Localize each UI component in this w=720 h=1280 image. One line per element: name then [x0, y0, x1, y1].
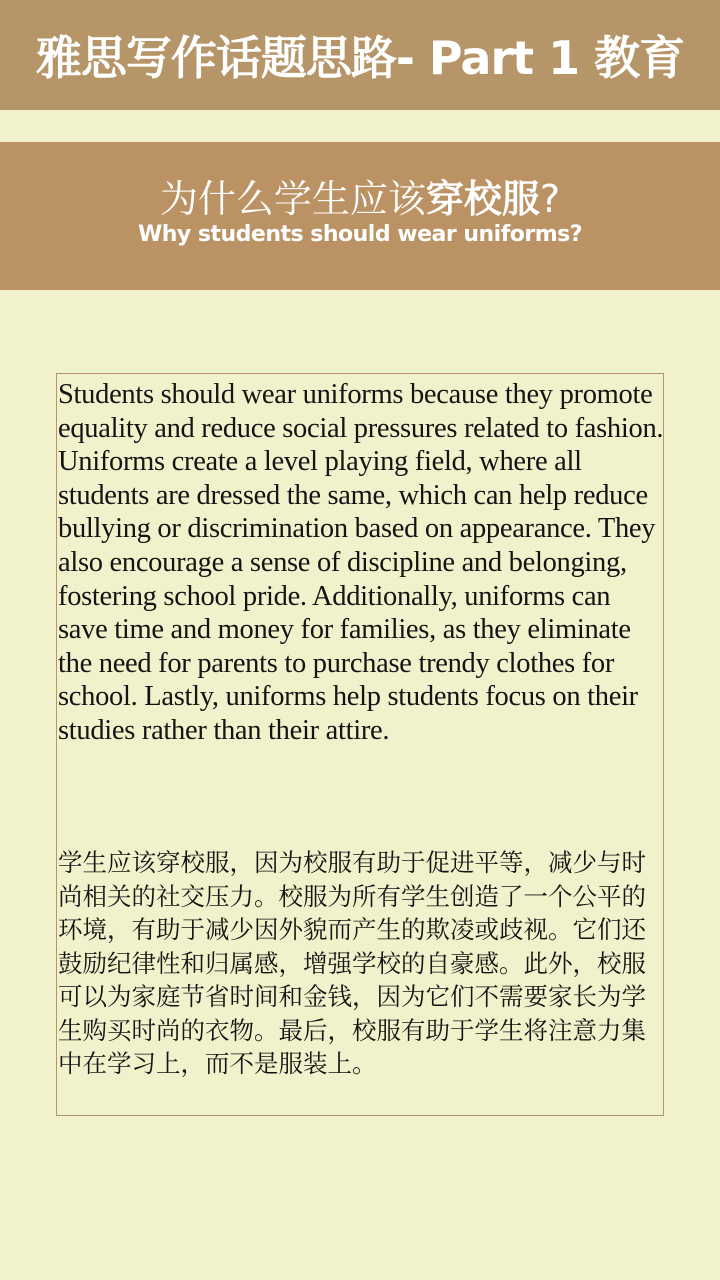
answer-chinese: 学生应该穿校服，因为校服有助于促进平等，减少与时尚相关的社交压力。校服为所有学生创造了一个公平的环境，有助于减少因外貌而产生的欺凌或歧视。它们还鼓励纪律性和归属感，增强学校的自豪感。此外，校服可以为家庭节省时间和金钱，因为它们不需要家长为学生购买时尚的衣物。最后，校服有助于学生将注意力集中在学习上，而不是服装上。: [58, 848, 646, 1078]
topic-question-en: Why students should wear uniforms?: [137, 222, 583, 247]
topic-question-cn-suffix: ?: [539, 177, 561, 221]
page-title: 雅思写作话题思路- Part 1 教育: [35, 31, 685, 85]
topic-banner: [0, 142, 720, 290]
topic-question-cn-prefix: 为什么学生应该: [159, 177, 426, 221]
answer-english: Students should wear uniforms because they promote equality and reduce social pressures related to fashion. Uniforms create a level playing field, where all students are dressed the same, which can help reduce bullying or discrimination based on appearance. They also encourage a sense of discipline and belonging, fostering school pride. Additionally, uniforms can save time and money for families, as they eliminate the need for parents to purchase trendy clothes for school. Lastly, uniforms help students focus on their studies rather than their attire.: [58, 379, 664, 746]
answer-box: [56, 373, 664, 1116]
topic-question-cn-emphasis: 穿校服: [425, 177, 540, 221]
topic-question-cn: [160, 177, 560, 221]
header-bar: [0, 0, 720, 110]
